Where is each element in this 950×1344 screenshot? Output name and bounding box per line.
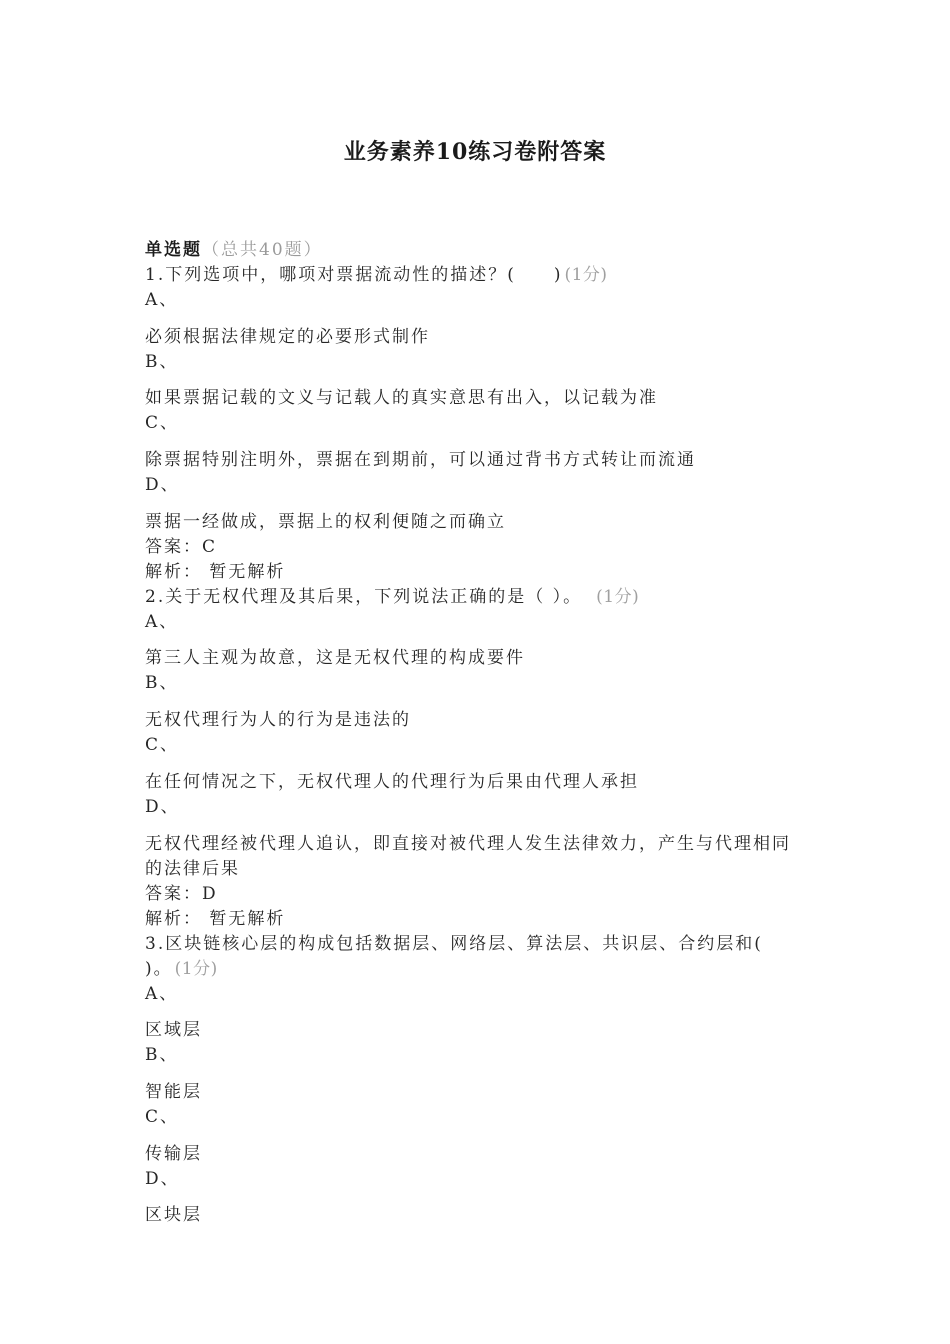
option-label-c: C、	[145, 1106, 180, 1127]
question-score: (1分)	[564, 265, 608, 285]
option-text-a: 必须根据法律规定的必要形式制作	[145, 326, 430, 347]
document-content	[145, 238, 905, 1228]
option-text-c: 除票据特别注明外，票据在到期前，可以通过背书方式转让而流通	[145, 450, 696, 471]
answer-line: 答案：D	[145, 883, 218, 904]
option-label-b: B、	[145, 1045, 179, 1066]
question-stem-text: 2.关于无权代理及其后果，下列说法正确的是（ ）。	[145, 586, 583, 607]
analysis-line: 解析： 暂无解析	[145, 908, 286, 929]
option-label-b: B、	[145, 351, 179, 372]
question-stem-continued	[145, 957, 905, 982]
option-text-d: 无权代理经被代理人追认，即直接对被代理人发生法律效力，产生与代理相同	[145, 833, 791, 854]
analysis-line: 解析： 暂无解析	[145, 561, 286, 582]
section-header	[145, 238, 905, 263]
option-label-c: C、	[145, 735, 180, 756]
option-text-d: 票据一经做成，票据上的权利便随之而确立	[145, 511, 506, 532]
question-2	[145, 585, 905, 932]
question-score: (1分)	[174, 958, 218, 979]
question-stem: 3.区块链核心层的构成包括数据层、网络层、算法层、共识层、合约层和(	[145, 933, 763, 954]
option-label-d: D、	[145, 796, 180, 817]
question-stem-text: 1.下列选项中，哪项对票据流动性的描述？( )	[145, 265, 563, 285]
option-label-d: D、	[145, 475, 180, 496]
document-title: 业务素养10练习卷附答案	[343, 139, 607, 165]
section-name: 单选题	[145, 240, 202, 260]
option-text-a: 第三人主观为故意，这是无权代理的构成要件	[145, 648, 525, 669]
answer-line: 答案：C	[145, 536, 218, 557]
question-1	[145, 263, 905, 585]
section-count: （总共40题）	[202, 240, 323, 260]
option-text-a: 区域层	[145, 1020, 202, 1041]
question-score: (1分)	[596, 586, 640, 607]
question-stem-text: )。	[145, 958, 173, 979]
option-label-a: A、	[145, 983, 179, 1004]
option-text-c: 在任何情况之下，无权代理人的代理行为后果由代理人承担	[145, 771, 639, 792]
option-label-b: B、	[145, 673, 179, 694]
option-text-d-continued: 的法律后果	[145, 858, 240, 879]
question-stem	[145, 585, 905, 610]
option-label-a: A、	[145, 611, 179, 632]
option-label-d: D、	[145, 1168, 180, 1189]
option-label-a: A、	[145, 290, 179, 310]
option-label-c: C、	[145, 413, 180, 434]
option-text-b: 无权代理行为人的行为是违法的	[145, 710, 411, 731]
question-3	[145, 932, 905, 1229]
question-stem	[145, 263, 905, 288]
option-text-b: 如果票据记载的文义与记载人的真实意思有出入，以记载为准	[145, 388, 658, 409]
option-text-b: 智能层	[145, 1081, 202, 1102]
option-text-c: 传输层	[145, 1143, 202, 1164]
option-text-d: 区块层	[145, 1205, 202, 1226]
